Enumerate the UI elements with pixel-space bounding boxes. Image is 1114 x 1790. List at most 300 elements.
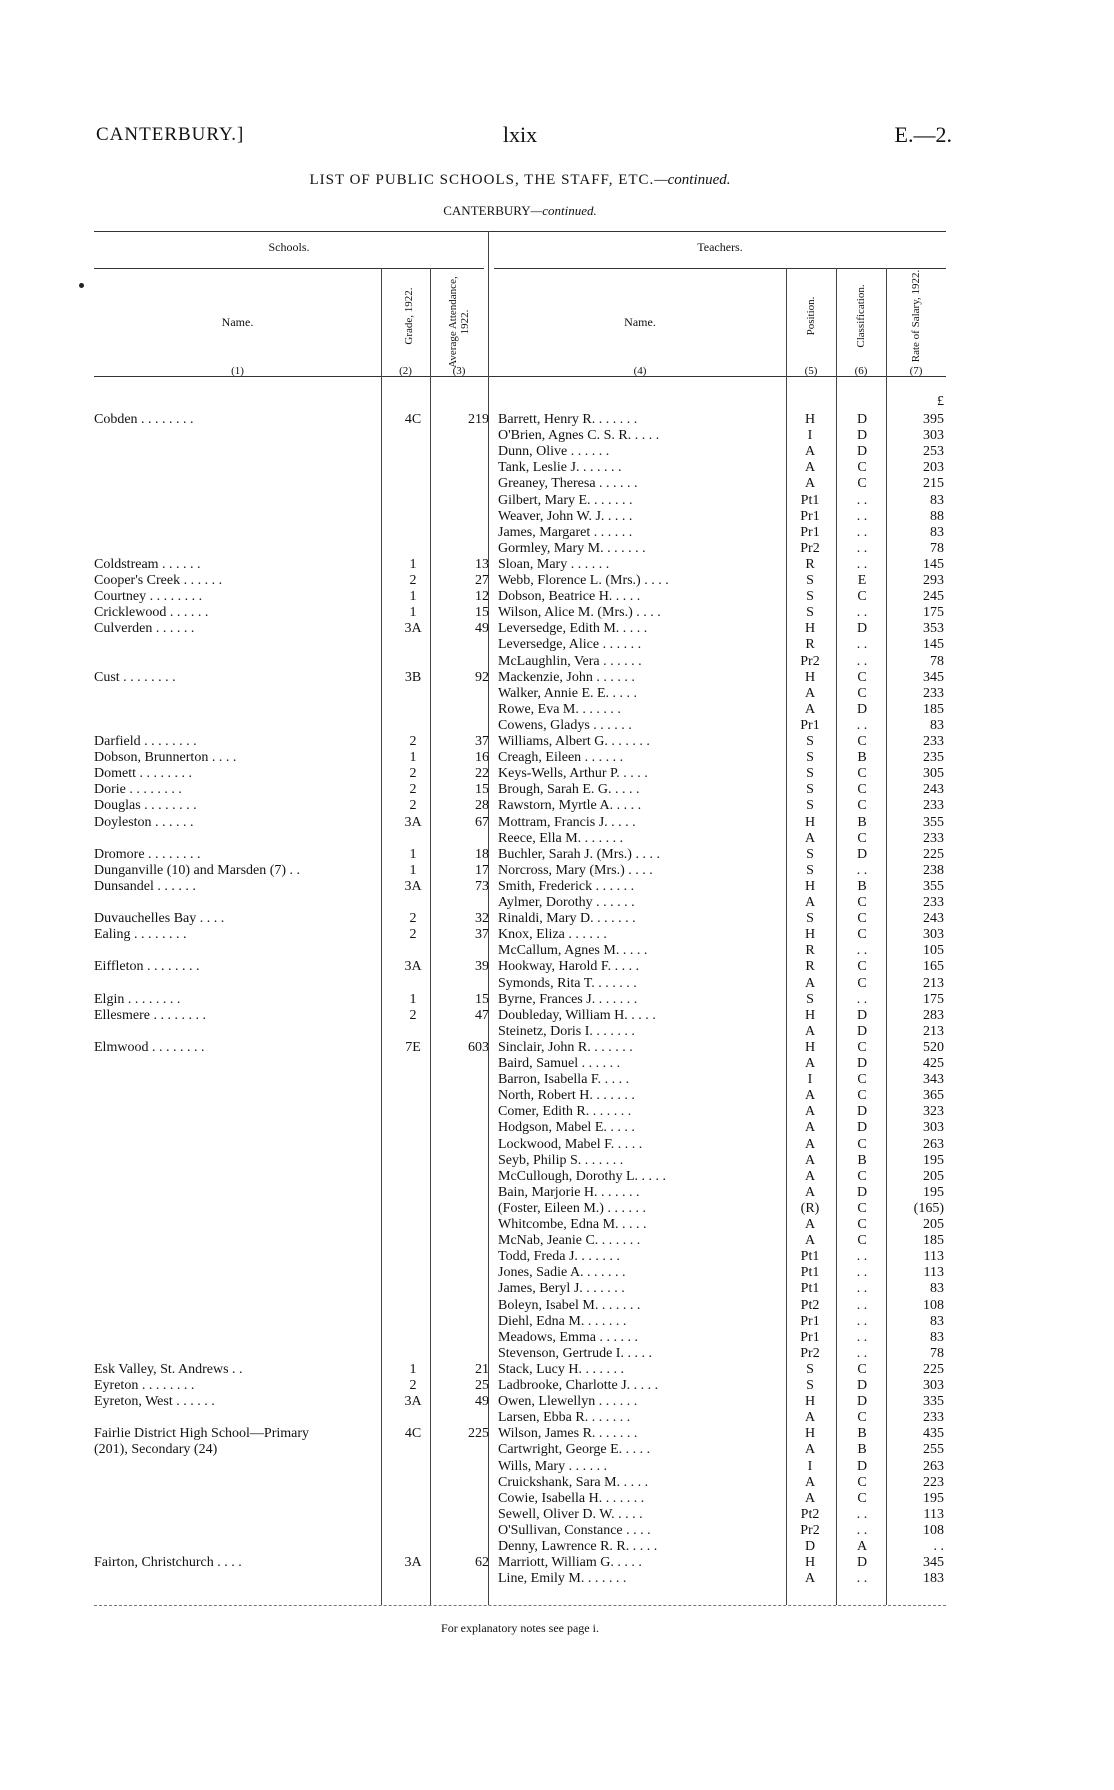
teacher-name: Seyb, Philip S. . . . . . . [498,1152,624,1168]
teacher-name: Barrett, Henry R. . . . . . . [498,412,638,427]
classification-cell: C [857,1088,867,1104]
classification-cell: D [856,846,868,862]
currency-symbol: £ [937,394,944,409]
position-cell: S [806,846,814,862]
teacher-name: Steinetz, Doris I. . . . . . . [498,1023,635,1039]
teacher-name: Norcross, Mary (Mrs.) . . . . [498,862,653,878]
position-cell: A [804,1474,816,1490]
salary-cell: 233 [923,685,944,701]
salary-cell: 195 [923,1152,944,1168]
salary-cell: 233 [923,734,944,749]
table-row [0,959,1114,975]
table-bottom-rule [94,1605,946,1606]
salary-cell: 243 [923,911,944,927]
position-cell: A [804,1233,816,1249]
grade-cell: 1 [409,862,417,878]
position-cell: Pr1 [800,1329,820,1345]
salary-cell: 245 [923,589,944,605]
table-row [0,1378,1114,1394]
salary-cell: 113 [923,1249,944,1265]
position-cell: S [806,605,814,621]
classification-cell: C [857,830,867,846]
classification-cell: C [857,782,867,798]
position-cell: S [806,862,814,878]
salary-cell: 243 [923,782,944,798]
salary-cell: 78 [930,540,944,556]
table-row [0,509,1114,525]
classification-cell: C [857,1200,867,1216]
attendance-cell: 27 [475,573,489,588]
attendance-cell: 13 [475,556,489,572]
table-row [0,847,1114,863]
grade-header: Grade, 1922. [403,287,415,345]
classification-cell: D [856,1023,868,1039]
position-cell: A [804,476,816,492]
teacher-name: McLaughlin, Vera . . . . . . [498,653,642,669]
table-row [0,1233,1114,1249]
salary-cell: 293 [923,573,944,588]
teacher-name: Dunn, Olive . . . . . . [498,444,610,460]
teacher-name: Rawstorn, Myrtle A. . . . . [498,798,642,814]
classification-cell: C [857,1474,867,1490]
salary-cell: 253 [923,444,944,460]
table-row [0,1201,1114,1217]
table-row [0,798,1114,814]
table-row [0,1362,1114,1378]
salary-cell: 355 [923,814,944,830]
position-cell: A [804,895,816,910]
table-row [0,1072,1114,1088]
school-name: Doyleston . . . . . . [94,814,194,830]
rate-header: Rate of Salary, 1922. [910,269,922,363]
position-cell: H [804,814,816,830]
teacher-name: Mottram, Francis J. . . . . [498,814,636,830]
table-row [0,1281,1114,1297]
running-head-left: CANTERBURY.] [96,124,245,145]
teacher-name: Leversedge, Edith M. . . . . [498,621,648,637]
teacher-name: Barron, Isabella F. . . . . [498,1072,630,1088]
position-cell: A [804,975,816,991]
teacher-name: McNab, Jeanie C. . . . . . . [498,1233,641,1249]
teacher-name: Cruickshank, Sara M. . . . . [498,1474,649,1490]
position-cell: D [804,1539,816,1554]
grade-cell: 2 [409,766,417,782]
salary-cell: 88 [930,508,944,524]
table-row [0,1475,1114,1491]
table-row [0,460,1114,476]
salary-cell: 108 [923,1522,944,1538]
classification-cell: . . [856,1281,868,1297]
teacher-name: Greaney, Theresa . . . . . . [498,476,638,492]
teacher-name: Hookway, Harold F. . . . . [498,959,640,975]
table-row [0,412,1114,428]
salary-cell: 263 [923,1136,944,1152]
teacher-name: Baird, Samuel . . . . . . [498,1056,621,1071]
attendance-cell: 12 [475,589,489,605]
teacher-name: Gilbert, Mary E. . . . . . . [498,492,633,508]
teacher-name: Line, Emily M. . . . . . . [498,1571,627,1587]
table-row [0,557,1114,573]
school-name: Coldstream . . . . . . [94,556,201,572]
grade-cell: 2 [409,798,417,814]
grade-cell: 2 [409,1007,417,1023]
grade-cell: 2 [409,734,417,749]
position-cell: A [804,1056,816,1071]
attendance-cell: 49 [475,621,489,637]
classification-cell: D [856,1184,868,1200]
classification-cell: D [856,1104,868,1120]
position-cell: A [804,1410,816,1426]
table-row [0,815,1114,831]
attendance-cell: 219 [468,412,489,427]
teacher-name: Todd, Freda J. . . . . . . [498,1249,620,1265]
attendance-cell: 49 [475,1394,489,1410]
col-number-3: (3) [452,365,466,377]
classification-cell: . . [856,1313,868,1329]
teacher-name: Ladbrooke, Charlotte J. . . . . [498,1378,659,1393]
salary-cell: 108 [923,1297,944,1313]
classification-cell: C [857,476,867,492]
grade-cell: 1 [409,750,417,766]
col-number-6: (6) [854,365,868,377]
position-cell: H [804,621,816,637]
page-title [0,172,1040,189]
classification-cell: . . [856,991,868,1007]
classification-cell: . . [856,1522,868,1538]
teacher-name: (Foster, Eileen M.) . . . . . . [498,1200,646,1216]
table-row [0,1507,1114,1523]
salary-cell: 175 [923,991,944,1007]
classification-cell: . . [856,637,868,653]
teacher-name: Lockwood, Mabel F. . . . . [498,1136,643,1152]
grade-cell: 3A [404,621,422,637]
position-cell: S [806,911,814,927]
position-cell: A [804,1571,816,1587]
classification-cell: . . [856,556,868,572]
table-row [0,686,1114,702]
grade-cell: 3B [404,669,422,685]
table-row [0,1346,1114,1362]
attendance-cell: 32 [475,911,489,927]
school-name: Duvauchelles Bay . . . . [94,911,225,927]
teacher-name: Owen, Llewellyn . . . . . . [498,1394,638,1410]
salary-cell: 195 [923,1490,944,1506]
salary-cell: 185 [923,1233,944,1249]
teacher-name: Meadows, Emma . . . . . . [498,1329,638,1345]
table-row [0,895,1114,911]
salary-cell: 425 [923,1056,944,1071]
teacher-name: Buchler, Sarah J. (Mrs.) . . . . [498,846,660,862]
position-cell: Pt2 [800,1506,820,1522]
salary-cell: 435 [923,1426,944,1442]
salary-cell: 225 [923,846,944,862]
salary-cell: 83 [930,1329,944,1345]
teacher-name: Doubleday, William H. . . . . [498,1007,656,1023]
attendance-cell: 603 [468,1039,489,1055]
position-cell: S [806,991,814,1007]
position-cell: S [806,589,814,605]
school-name: Eiffleton . . . . . . . . [94,959,200,975]
school-name: Domett . . . . . . . . [94,766,192,782]
salary-cell: 263 [923,1458,944,1474]
salary-cell: 303 [923,428,944,444]
table-row [0,1555,1114,1571]
teacher-name: Rinaldi, Mary D. . . . . . . [498,911,636,927]
table-row [0,702,1114,718]
salary-cell: 223 [923,1474,944,1490]
classification-cell: C [857,895,867,910]
position-cell: S [806,750,814,766]
classification-cell: . . [856,1249,868,1265]
table-row [0,1459,1114,1475]
col-number-4: (4) [633,365,647,377]
grade-cell: 2 [409,911,417,927]
attendance-cell: 28 [475,798,489,814]
classification-cell: . . [856,653,868,669]
salary-cell: 145 [923,637,944,653]
attendance-cell: 18 [475,846,489,862]
position-cell: I [807,428,813,444]
classification-cell: C [857,669,867,685]
region-subtitle [0,203,1040,219]
classification-cell: . . [856,492,868,508]
classification-cell: . . [856,1265,868,1281]
table-row [0,976,1114,992]
salary-cell: 213 [923,1023,944,1039]
table-row [0,654,1114,670]
teacher-name: Creagh, Eileen . . . . . . [498,750,624,766]
school-name: Cricklewood . . . . . . [94,605,209,621]
school-name: Elgin . . . . . . . . [94,991,181,1007]
salary-cell: 345 [923,669,944,685]
subtitle-main: CANTERBURY [443,203,531,218]
table-row [0,911,1114,927]
table-row [0,1539,1114,1555]
grade-cell: 2 [409,782,417,798]
salary-cell: . . [933,1539,944,1554]
classification-cell: C [857,1072,867,1088]
attendance-cell: 62 [475,1555,489,1571]
position-cell: H [804,669,816,685]
position-cell: A [804,444,816,460]
salary-cell: 203 [923,460,944,476]
teacher-name: Symonds, Rita T. . . . . . . [498,975,637,991]
position-cell: S [806,573,814,588]
school-name: Fairlie District High School—Primary [94,1426,310,1442]
teacher-name: Williams, Albert G. . . . . . . [498,734,650,749]
salary-cell: 233 [923,798,944,814]
table-row [0,1185,1114,1201]
title-main: LIST OF PUBLIC SCHOOLS, THE STAFF, ETC. [309,172,655,188]
table-row [0,1056,1114,1072]
teacher-name: Cowie, Isabella H. . . . . . . [498,1490,645,1506]
classification-cell: B [857,750,867,766]
table-row [0,863,1114,879]
subtitle-continued: —continued. [530,203,597,218]
classification-cell: C [857,1361,867,1377]
classification-cell: C [857,1168,867,1184]
salary-cell: 520 [923,1039,944,1055]
grade-cell: 2 [409,573,417,588]
classification-cell: D [856,1394,868,1410]
classification-cell: C [857,975,867,991]
classification-cell: D [856,1378,868,1393]
table-row [0,879,1114,895]
school-name: Dobson, Brunnerton . . . . [94,750,237,766]
classification-cell: B [857,878,867,894]
school-name: Eyreton . . . . . . . . [94,1378,195,1393]
salary-cell: 165 [923,959,944,975]
grade-cell: 3A [404,1394,422,1410]
salary-cell: 345 [923,1555,944,1571]
teacher-name: Cowens, Gladys . . . . . . [498,717,632,733]
school-name: Ealing . . . . . . . . [94,927,187,943]
classification-cell: A [856,1539,868,1554]
table-row [0,1394,1114,1410]
teacher-name: Byrne, Frances J. . . . . . . [498,991,638,1007]
table-row [0,1442,1114,1458]
table-row [0,1410,1114,1426]
teacher-name: Wilson, Alice M. (Mrs.) . . . . [498,605,661,621]
teacher-name: Bain, Marjorie H. . . . . . . [498,1184,640,1200]
table-row [0,621,1114,637]
school-name: Cust . . . . . . . . [94,669,176,685]
position-cell: I [807,1458,813,1474]
position-cell: H [804,1555,816,1571]
salary-cell: 105 [923,943,944,959]
salary-cell: 83 [930,717,944,733]
salary-cell: 185 [923,701,944,717]
classification-cell: . . [856,1297,868,1313]
classification-cell: D [856,621,868,637]
position-cell: Pr2 [800,540,820,556]
running-head-right: E.—2. [894,122,952,147]
classification-cell: D [856,701,868,717]
classification-cell: . . [856,524,868,540]
table-row [0,1523,1114,1539]
classification-cell: B [857,814,867,830]
teacher-name: McCallum, Agnes M. . . . . [498,943,648,959]
school-name: Eyreton, West . . . . . . [94,1394,215,1410]
salary-cell: 83 [930,1281,944,1297]
grade-cell: 1 [409,556,417,572]
classification-cell: C [857,927,867,943]
position-cell: R [805,943,815,959]
col-number-7: (7) [909,365,923,377]
position-cell: S [806,734,814,749]
teacher-name: Whitcombe, Edna M. . . . . [498,1217,647,1232]
school-name: Dunganville (10) and Marsden (7) . . [94,862,301,878]
attendance-cell: 225 [468,1426,489,1442]
teacher-name: Wilson, James R. . . . . . . [498,1426,638,1442]
school-name: Courtney . . . . . . . . [94,589,203,605]
col-number-1: (1) [231,365,244,377]
position-cell: H [804,927,816,943]
table-row [0,927,1114,943]
teacher-name: O'Brien, Agnes C. S. R. . . . . [498,428,660,444]
position-cell: Pt1 [800,1281,820,1297]
table-row [0,573,1114,589]
schools-group-rule [94,268,484,269]
school-name: Fairton, Christchurch . . . . [94,1555,242,1571]
salary-cell: 233 [923,830,944,846]
table-row [0,1008,1114,1024]
school-name: Culverden . . . . . . [94,621,195,637]
grade-cell: 3A [404,814,422,830]
table-row [0,1314,1114,1330]
position-cell: Pr1 [800,717,820,733]
teacher-name: James, Margaret . . . . . . [498,524,633,540]
col-number-2: (2) [399,365,412,377]
position-cell: (R) [800,1200,820,1216]
position-cell: A [804,1152,816,1168]
salary-cell: 175 [923,605,944,621]
classification-cell: C [857,1410,867,1426]
attendance-cell: 15 [475,782,489,798]
salary-cell: 395 [923,412,944,427]
attendance-cell: 47 [475,1007,489,1023]
position-cell: Pt1 [800,1265,820,1281]
school-name: Dromore . . . . . . . . [94,846,201,862]
teacher-name: North, Robert H. . . . . . . [498,1088,635,1104]
classification-cell: C [857,1039,867,1055]
attendance-cell: 25 [475,1378,489,1393]
title-continued: —continued. [654,172,731,188]
classification-cell: D [856,1120,868,1136]
classification-cell: . . [856,1571,868,1587]
salary-cell: 215 [923,476,944,492]
position-cell: H [804,1394,816,1410]
salary-cell: (165) [913,1200,944,1216]
attendance-cell: 92 [475,669,489,685]
school-name: Dorie . . . . . . . . [94,782,182,798]
position-cell: A [804,701,816,717]
teacher-name: Wills, Mary . . . . . . [498,1458,608,1474]
position-cell: A [804,1023,816,1039]
position-cell: Pt2 [800,1297,820,1313]
grade-cell: 4C [404,1426,422,1442]
position-cell: R [805,556,815,572]
attendance-cell: 37 [475,734,489,749]
attendance-header: Average Attendance, 1922. [447,276,471,368]
position-cell: Pr2 [800,653,820,669]
grade-cell: 1 [409,991,417,1007]
table-row [0,670,1114,686]
table-row [0,1249,1114,1265]
salary-cell: 235 [923,750,944,766]
salary-cell: 323 [923,1104,944,1120]
table-row [0,1024,1114,1040]
school-name-header: Name. [221,315,254,329]
salary-cell: 78 [930,1345,944,1361]
classification-cell: C [857,1233,867,1249]
salary-cell: 205 [923,1168,944,1184]
classification-cell: . . [856,605,868,621]
school-name: Cooper's Creek . . . . . . [94,573,223,588]
salary-cell: 233 [923,895,944,910]
salary-cell: 355 [923,878,944,894]
teacher-name: O'Sullivan, Constance . . . . [498,1522,651,1538]
teacher-name: Stack, Lucy H. . . . . . . [498,1361,624,1377]
salary-cell: 303 [923,927,944,943]
teacher-name: Diehl, Edna M. . . . . . . [498,1313,627,1329]
salary-cell: 343 [923,1072,944,1088]
grade-cell: 1 [409,589,417,605]
table-row [0,782,1114,798]
salary-cell: 83 [930,524,944,540]
salary-cell: 365 [923,1088,944,1104]
classification-cell: C [857,798,867,814]
